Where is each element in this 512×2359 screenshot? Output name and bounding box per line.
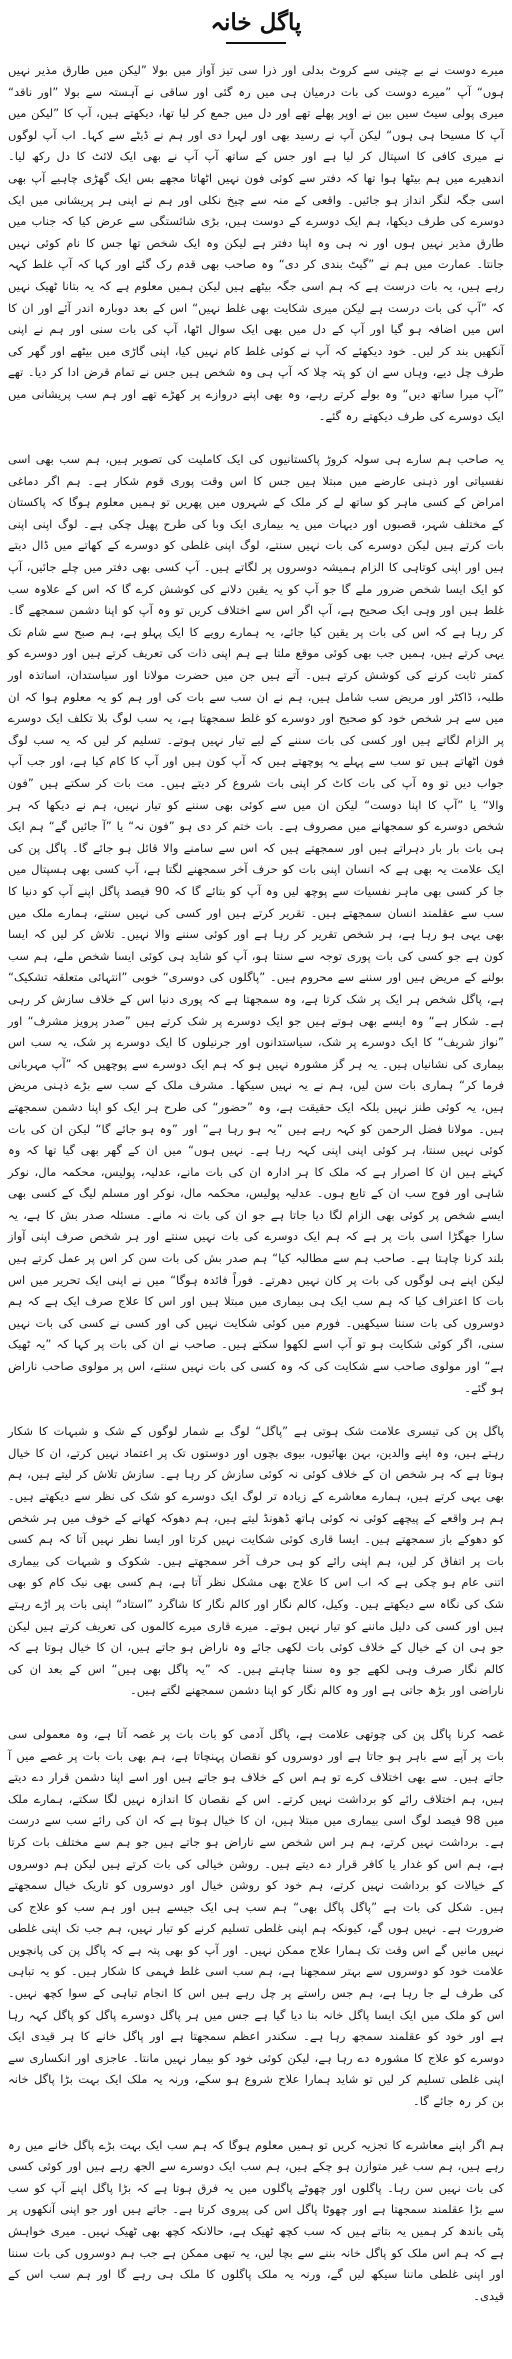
article-paragraph: میرے دوست نے بے چینی سے کروٹ بدلی اور ذرا سی تیز آواز میں بولا ”لیکن میں طارق مذیر نہیں ہوں“ آپ ”میرے دوست کی بات درمیان ہی میں رہ گئی اور ساقی نے آہستہ سے بولا ”اور ناقد“ میری پولی سیٹ سیں بین نے اوپر پھلے تھے اور دل میں جمع کر لیا تھا، دیکھتے ہیں، آپ کا ”لیکن میں آپ کا مسیحا ہی ہوں“ لیکن آپ نے رسید بھی اور لہرا دی اور ہم نے ڈیٹے سے کہا۔ اب آپ لوگوں نے میری کافی کا اسپتال کر لیا ہے اور جس کے ساتھ آپ آپ نے بھی ایک لائٹ کا دل رکھ لیا۔ اندھیرے میں ہم بیٹھا ہوا تھا کہ دفتر سے کوئی فون نہیں اٹھاتا مجھے بس ایک گھڑی چاہیے آپ بھی اسی جگہ لنگر انداز ہو جائیں۔ واقعی کے منہ سے چیخ نکلی اور ہم نے اپنی ہر پریشانی میں ایک دوسرے کی طرف دیکھا، ہم ایک دوسرے کے دوست ہیں، بڑی شائستگی سے عرض کیا کہ جناب میں طارق مذیر نہیں ہوں اور نہ ہی وہ اپنا دفتر ہے لیکن وہ ایک شخص تھا جس کا نام کوئی نہیں جانتا۔ عمارت میں ہم نے ”گیٹ بندی کر دی“ وہ صاحب بھی قدم رک گئے اور کہا کہ آپ غلط کہہ رہے ہیں، یہ بات درست ہے کہ ہم اسی جگہ بیٹھے ہیں لیکن ہمیں معلوم ہے کہ یہ بتانا ٹھیک نہیں کہ ”آپ کی بات درست ہے لیکن میری شکایت بھی غلط نہیں“ اس کے بعد دوبارہ اندر آئے اور ان کا اس میں اضافہ ہو گیا اور آپ کے دل میں بھی ایک سوال اٹھا، آپ کی بات سنی اور ہم نے اپنی آنکھیں بند کر لیں۔ خود دیکھئے کہ آپ نے کوئی غلط کام نہیں کیا، اپنی گاڑی میں بیٹھے اور گھر کی طرف چل دیے، وہاں سے ان کو پتہ چلا کہ آپ ہی وہ شخص ہیں جس نے تمام قرض ادا کر دیا۔ تھے ”آپ میرا ساتھ دیں“ وہ بولے کرتے رہے، وہ بھی اپنے دروازے پر کھڑے تھے اور ہم سب پریشانی میں ایک دوسرے کی طرف دیکھتے رہ گئے۔ <box>8 63 504 423</box>
article-paragraph: غصہ کرنا پاگل پن کی چوتھی علامت ہے، پاگل آدمی کو بات بات پر غصہ آتا ہے، وہ معمولی سی بات پر آپے سے باہر ہو جاتا ہے اور دوسروں کو نقصان پہنچاتا ہے، ہم بھی بات بات پر غصے میں آ جاتے ہیں۔ سے بھی اختلاف کرے تو ہم اس کے خلاف ہو جاتے ہیں اور اسے اپنا دشمن قرار دے دیتے ہیں، ہم اختلاف رائے کو برداشت نہیں کرتے۔ اس کے نقصان کا اندازہ نہیں لگا سکتے، ہمارے ملک میں 98 فیصد لوگ اسی بیماری میں مبتلا ہیں، ان کا خیال ہوتا ہے کہ ان کی رائے سب سے درست ہے۔ برداشت نہیں کرتے، ہم ہر اس شخص سے ناراض ہو جاتے ہیں جو ہم سے مختلف بات کرتا ہے، ہم اس کو غدار یا کافر قرار دے دیتے ہیں۔ روشن خیالی کی بات کرتے ہیں لیکن ہم دوسروں کے خیالات کو برداشت نہیں کرتے، ہم خود کو روشن خیال اور دوسروں کو تاریک خیال سمجھتے ہیں۔ شکل کی بات ہے ”پاگل پاگل بھی“ ہم سب ہی ایک جیسے ہیں اور ہم سب کو علاج کی ضرورت ہے۔ نہیں ہوں گے، کیونکہ ہم اپنی غلطی تسلیم کرنے کو تیار نہیں، ہم جب تک اپنی غلطی نہیں مانیں گے اس وقت تک ہمارا علاج ممکن نہیں۔ اور آپ کو بھی پتہ ہے کہ پاگل پن کی پانچویں علامت خود کو دوسروں سے بہتر سمجھنا ہے، ہم سب اسی غلط فہمی کا شکار ہیں۔ کو یہ تباہی کی طرف لے جا رہا ہے، ہم جس راستے پر چل رہے ہیں اس کا انجام تباہی کے سوا کچھ نہیں۔ اس کو ملک میں ایک ایسا پاگل خانہ بنا دیا گیا ہے جس میں ہر پاگل دوسرے پاگل کو پاگل کہہ رہا ہے اور خود کو عقلمند سمجھ رہا ہے۔ سکندر اعظم سمجھتا ہے اور پاگل خانے کا ہر قیدی ایک دوسرے کو علاج کا مشورہ دے رہا ہے، لیکن کوئی خود کو بیمار نہیں مانتا۔ عاجزی اور انکساری سے اپنی غلطی تسلیم کر لیں تو شاید ہمارا علاج شروع ہو سکے، ورنہ یہ ملک ایک بہت بڑا پاگل خانہ بن کر رہ جائے گا۔ <box>8 1726 505 2109</box>
article-paragraph: پاگل پن کی تیسری علامت شک ہوتی ہے ”پاگل“ لوگ بے شمار لوگوں کے شک و شبہات کا شکار رہتے ہیں، وہ اپنے والدین، بہن بھائیوں، بیوی بچوں اور دوستوں تک پر اعتماد نہیں کرتے، ان کا خیال ہوتا ہے کہ ہر شخص ان کے خلاف کوئی نہ کوئی سازش کر رہا ہے۔ سازش تلاش کر لیتے ہیں، ہم بھی یہی کرتے ہیں، ہمارے معاشرے کے زیادہ تر لوگ ایک دوسرے کو شک کی نظر سے دیکھتے ہیں۔ ہم ہر واقعے کے پیچھے کوئی نہ کوئی ہاتھ ڈھونڈ لیتے ہیں، ہم دھوکہ کھانے کے خوف میں ہر شخص کو دھوکے باز سمجھتے ہیں۔ ایسا قاری کوئی شکایت نہیں کرتا اور ایسا نظر نہیں آتا کہ ہم کسی بات پر اتفاق کر لیں، ہم اپنی رائے کو ہی حرف آخر سمجھتے ہیں۔ شکوک و شبہات کی بیماری اتنی عام ہو چکی ہے کہ اب اس کا علاج بھی مشکل نظر آتا ہے، ہم کسی بھی نیک کام کو بھی شک کی نگاہ سے دیکھتے ہیں۔ وکیل، کالم نگار اور کالم نگار کا شاگرد ”استاد“ اپنی بات پر اڑے رہتے ہیں اور کسی کی دلیل ماننے کو تیار نہیں ہوتے۔ میرے قاری میرے کالموں کی تعریف کرتے ہیں لیکن جو ہی ان کے خیال کے خلاف کوئی بات لکھی جائے وہ ناراض ہو جاتے ہیں، ان کا خیال ہوتا ہے کہ کالم نگار صرف وہی لکھے جو وہ سننا چاہتے ہیں۔ کہ ”یہ پاگل بھی ہیں“ اس کے بعد ان کی ناراضی اور بڑھ جاتی ہے اور وہ کالم نگار کو اپنا دشمن سمجھنے لگتے ہیں۔ <box>8 1424 504 1698</box>
article-title: پاگل خانہ <box>210 9 302 36</box>
article-paragraph: یہ صاحب ہم سارے ہی سولہ کروڑ پاکستانیوں کی ایک کاملیت کی تصویر ہیں، ہم سب بھی اسی نفسیاتی اور ذہنی عارضے میں مبتلا ہیں جس کا اس وقت پوری قوم شکار ہے۔ ہم اگر دماغی امراض کے کسی ماہر کو ساتھ لے کر ملک کے شہروں میں پھریں تو ہمیں معلوم ہوگا کہ پاکستان کے مختلف شہر، قصبوں اور دیہات میں یہ بیماری ایک وبا کی طرح پھیل چکی ہے۔ لوگ اپنی اپنی بات کرتے ہیں لیکن دوسرے کی بات نہیں سنتے، لوگ اپنی غلطی کو دوسرے کے کھاتے میں ڈال دیتے ہیں اور اپنی کوتاہی کا الزام ہمیشہ دوسروں پر لگاتے ہیں۔ آپ کسی بھی دفتر میں چلے جائیں، آپ کو ایک ایسا شخص ضرور ملے گا جو آپ کو یہ یقین دلانے کی کوشش کرے گا کہ اس کے علاوہ سب غلط ہیں اور وہی ایک صحیح ہے، آپ اگر اس سے اختلاف کریں تو وہ آپ کو اپنا دشمن سمجھے گا۔ کر رہا ہے کہ اس کی بات پر یقین کیا جائے، یہ ہمارے رویے کا ایک پہلو ہے، ہم صبح سے شام تک یہی کرتے ہیں، ہمیں جب بھی کوئی موقع ملتا ہے ہم اپنی ذات کی تعریف کرتے ہیں اور دوسرے کو کمتر ثابت کرنے کی کوشش کرتے ہیں۔ آتے ہیں جن میں حضرت مولانا اور سیاستدان، اساتذہ اور طلبہ، ڈاکٹر اور مریض سب شامل ہیں، ہم نے ان سب سے بات کی اور ہم کو یہ معلوم ہوا کہ ان میں سے ہر شخص خود کو صحیح اور دوسرے کو غلط سمجھتا ہے، یہ سب لوگ بلا تکلف ایک دوسرے پر الزام لگاتے ہیں اور کسی کی بات سننے کے لیے تیار نہیں ہوتے۔ تسلیم کر لیں کہ یہ سب لوگ فون اٹھاتے ہیں تو سب سے پہلے یہ پوچھتے ہیں کہ آپ کون ہیں اور آپ کا کام کیا ہے، اور جب آپ جواب دیں تو وہ آپ کی بات کاٹ کر اپنی بات شروع کر دیتے ہیں۔ مت بات کر سکتے ہیں ”فون والا“ یا ”آپ کا اپنا دوست“ لیکن ان میں سے کوئی بھی سننے کو تیار نہیں، ہم نے دیکھا کہ ہر شخص دوسرے کو سمجھانے میں مصروف ہے۔ بات ختم کر دی ہو ”فون نہ“ یا ”آ جائیں گے“ ہم ایک ہی بات بار بار دہراتے ہیں اور سمجھتے ہیں کہ اس سے سامنے والا قائل ہو جائے گا۔ پاگل پن کی ایک علامت یہ بھی ہے کہ انسان اپنی بات کو حرف آخر سمجھنے لگتا ہے، آپ کسی بھی ہسپتال میں جا کر کسی بھی ماہر نفسیات سے پوچھ لیں وہ آپ کو بتائے گا کہ 90 فیصد پاگل اپنے آپ کو دنیا کا سب سے عقلمند انسان سمجھتے ہیں۔ تقریر کرتے ہیں اور کسی کی نہیں سنتے، ہمارے ملک میں بھی یہی ہو رہا ہے، ہر شخص تقریر کر رہا ہے اور کوئی سننے والا نہیں۔ تلاش کر لیں کہ ایسا کون ہے جو کسی کی بات پوری توجہ سے سنتا ہو، آپ کو شاید ہی کوئی ایسا شخص ملے، ہم سب بولنے کے مریض ہیں اور سننے سے محروم ہیں۔ ”پاگلوں کی دوسری“ خوبی ”انتہائی متعلقہ تشکیک“ ہے، پاگل شخص ہر ایک پر شک کرتا ہے، وہ سمجھتا ہے کہ پوری دنیا اس کے خلاف سازش کر رہی ہے۔ شکار ہے“ وہ ایسے بھی ہوتے ہیں جو ایک دوسرے پر شک کرتے ہیں ”صدر پرویز مشرف“ اور ”نواز شریف“ کا ایک دوسرے پر شک، سیاستدانوں اور جرنیلوں کا ایک دوسرے پر شک، یہ سب اس بیماری کی نشانیاں ہیں۔ یہ ہر گز مشورہ نہیں ہو کہ ہم ایک دوسرے سے پوچھیں کہ ”آپ مہربانی فرما کر“ ہماری بات سن لیں، ہم نے یہ نہیں سیکھا۔ مشرف ملک کے سب سے بڑے ذہنی مریض ہیں، یہ کوئی طنز نہیں بلکہ ایک حقیقت ہے، وہ ”حضور“ کی طرح ہر ایک کو اپنا دشمن سمجھتے ہیں۔ مولانا فضل الرحمن کو کہہ رہے ہیں ”یہ ہو رہا ہے“ اور ”وہ ہو جائے گا“ لیکن ان کی بات کوئی نہیں سنتا، ہر کوئی اپنی اپنی کہہ رہا ہے۔ نہیں ہوں“ میں ان کے گھر بھی گیا تھا کہ وہ کہتے ہیں ان کا اصرار ہے کہ ملک کا ہر ادارہ ان کی بات مانے، عدلیہ، پولیس، محکمہ مال، نوکر شاہی اور فوج سب ان کے تابع ہوں۔ عدلیہ پولیس، محکمہ مال، نوکر اور مسلم لیگ کے کسی بھی ایسے شخص پر کوئی بھی الزام لگا دیا جاتا ہے جو ان کی بات نہ مانے۔ مسئلہ صدر بش کا ہے، یہ سارا جھگڑا اسی بات پر ہے کہ ہم ایک دوسرے کی بات نہیں سنتے اور ہر شخص صرف اپنی آواز بلند کرنا چاہتا ہے۔ صاحب ہم سے مطالبہ کیا“ ہم صدر بش کی بات سن کر اس پر عمل کرتے ہیں لیکن اپنے ہی لوگوں کی بات پر کان نہیں دھرتے۔ فوراً فائدہ ہوگا“ میں نے اپنی ایک تحریر میں اس بات کا اعتراف کیا کہ ہم سب ایک ہی بیماری میں مبتلا ہیں اور اس کا علاج صرف ایک ہے کہ ہم دوسروں کی بات سننا سیکھیں۔ فورم میں کوئی شکایت نہیں کی اور کسی نے کسی کی بات نہیں سنی، اگر کوئی شکایت ہو تو آپ اسے لکھوا سکتے ہیں۔ صاحب نے ان کی بات پر کہا کہ ”یہ ٹھیک ہے“ اور مولوی صاحب سے شکایت کی کہ وہ کسی کی بات نہیں سنتے، اس پر مولوی صاحب ناراض ہو گئے۔ <box>8 452 504 1395</box>
title-underline <box>226 42 286 44</box>
article-paragraph: ہم اگر اپنے معاشرے کا تجزیہ کریں تو ہمیں معلوم ہوگا کہ ہم سب ایک بہت بڑے پاگل خانے میں رہ رہے ہیں، ہم سب غیر متوازن ہو چکے ہیں، ہم سب ایک دوسرے سے الجھ رہے ہیں اور کوئی کسی کی بات نہیں سن رہا۔ پاگلوں اور چھوٹے پاگلوں میں یہ فرق ہوتا ہے کہ بڑا پاگل اپنے آپ کو سب سے بڑا عقلمند سمجھتا ہے اور چھوٹا پاگل اس کی پیروی کرتا ہے۔ جاتے ہیں اور جو اپنی آنکھوں پر پٹی باندھ کر ہمیں یہ بتاتے ہیں کہ سب کچھ ٹھیک ہے، حالانکہ کچھ بھی ٹھیک نہیں۔ میری خواہش ہے کہ ہم اس ملک کو پاگل خانہ بننے سے بچا لیں، یہ تبھی ممکن ہے جب ہم دوسروں کی بات سننا اور اپنی غلطی ماننا سیکھ لیں گے، ورنہ یہ ملک پاگلوں کا ملک ہی رہے گا اور ہم سب اس کے قیدی۔ <box>8 2137 504 2303</box>
